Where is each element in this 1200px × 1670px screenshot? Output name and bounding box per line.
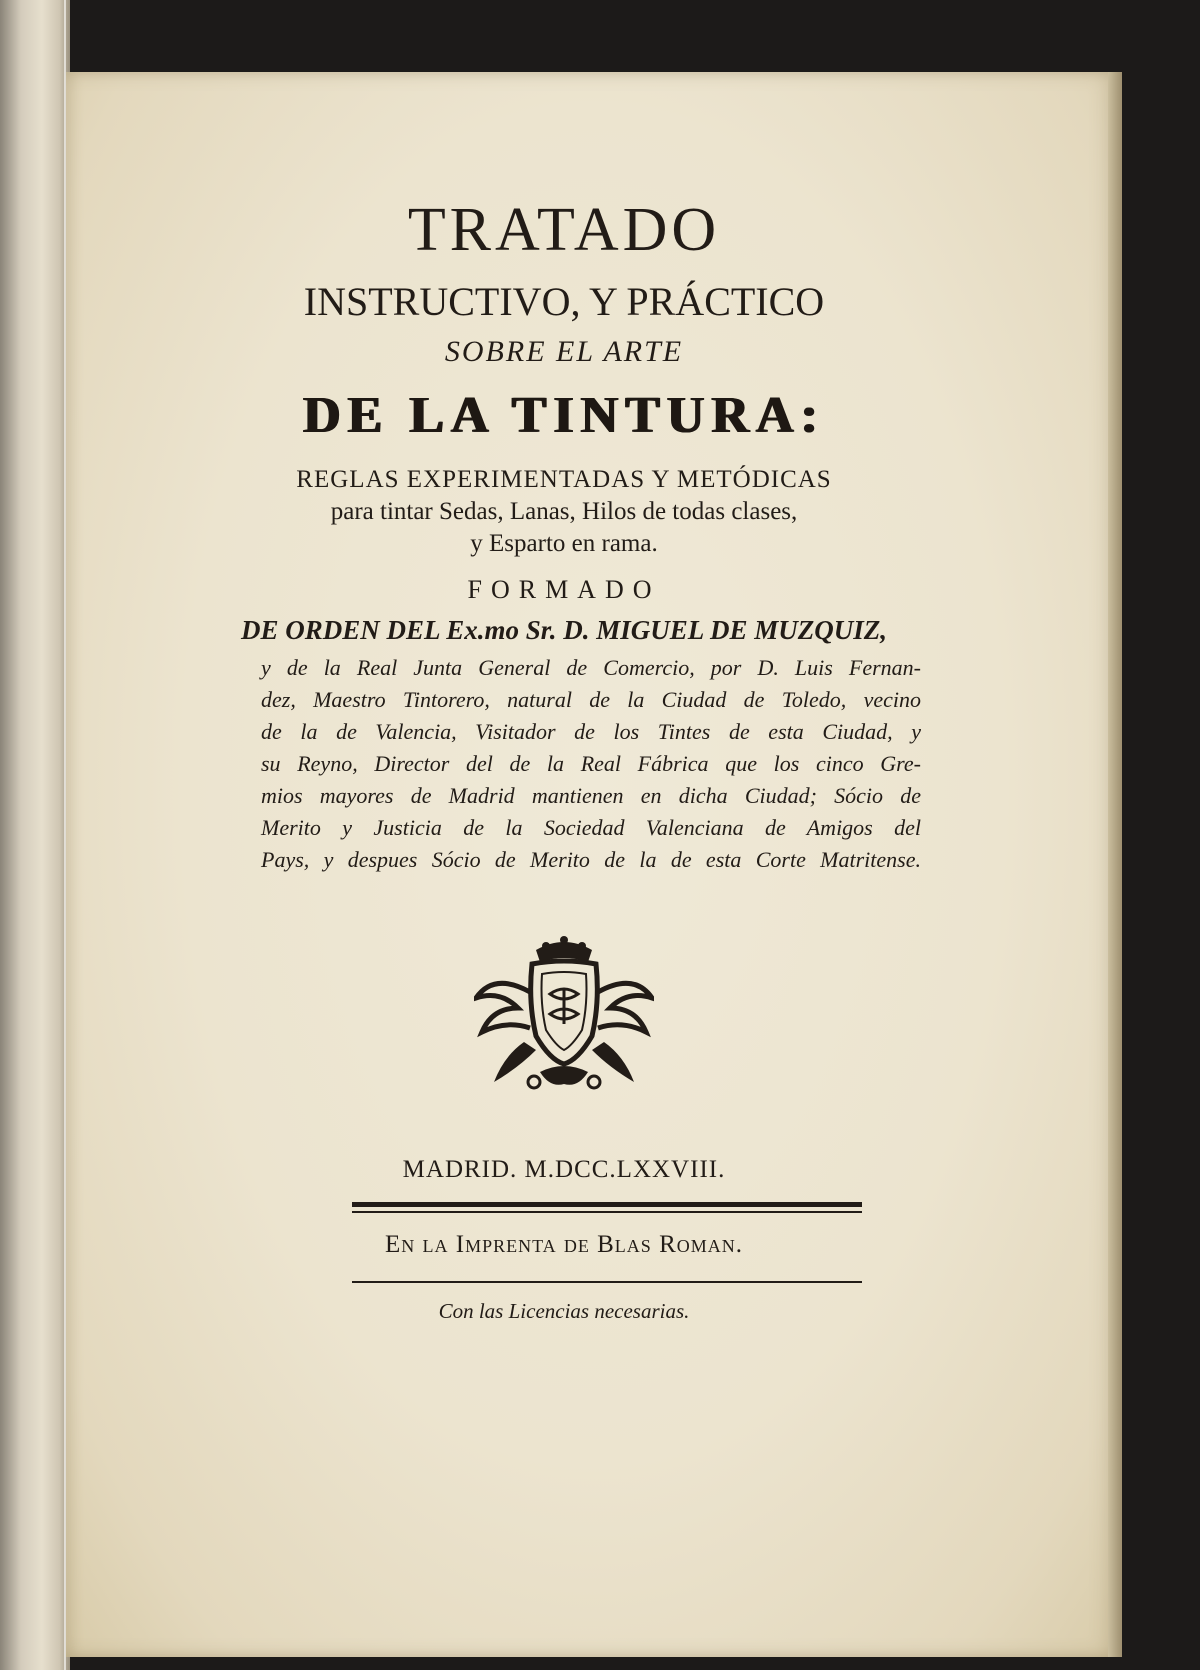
author-line: y de la Real Junta General de Comercio, por D. Luis Fernan-	[261, 655, 921, 680]
orden-line: DE ORDEN DEL Ex.mo Sr. D. MIGUEL DE MUZQUIZ,	[240, 615, 888, 645]
double-rule-thick	[352, 1202, 862, 1207]
subtitle-reglas: REGLAS EXPERIMENTADAS Y METÓDICAS	[296, 466, 832, 493]
title-page-content	[66, 190, 1122, 1329]
author-line: Merito y Justicia de la Sociedad Valenciana de Amigos del	[261, 815, 921, 840]
single-rule	[352, 1281, 862, 1283]
author-line: Pays, y despues Sócio de Merito de la de esta Corte Matritense.	[261, 847, 921, 872]
author-line: dez, Maestro Tintorero, natural de la Ciudad de Toledo, vecino	[261, 687, 921, 712]
author-description	[261, 652, 921, 876]
printer-line: En la Imprenta de Blas Roman.	[384, 1231, 743, 1258]
printers-ornament-icon	[474, 932, 654, 1102]
imprint-place-date: MADRID. M.DCC.LXXVIII.	[402, 1156, 726, 1183]
title-instructivo: INSTRUCTIVO, Y PRÁCTICO	[303, 279, 825, 324]
author-line: su Reyno, Director del de la Real Fábrica que los cinco Gre-	[261, 751, 921, 776]
title-sobre-el-arte: SOBRE EL ARTE	[444, 335, 684, 368]
formado-heading: FORMADO	[467, 575, 661, 604]
author-line: de la de Valencia, Visitador de los Tintes de esta Ciudad, y	[261, 719, 921, 744]
author-line: mios mayores de Madrid mantienen en dicha Ciudad; Sócio de	[261, 783, 921, 808]
subtitle-esparto: y Esparto en rama.	[470, 530, 658, 557]
licencias-line: Con las Licencias necesarias.	[438, 1299, 690, 1323]
double-rule-thin	[352, 1211, 862, 1213]
title-tratado: TRATADO	[407, 196, 721, 264]
subtitle-para-tintar: para tintar Sedas, Lanas, Hilos de todas clases,	[330, 498, 798, 525]
title-de-la-tintura: DE LA TINTURA:	[303, 387, 825, 444]
